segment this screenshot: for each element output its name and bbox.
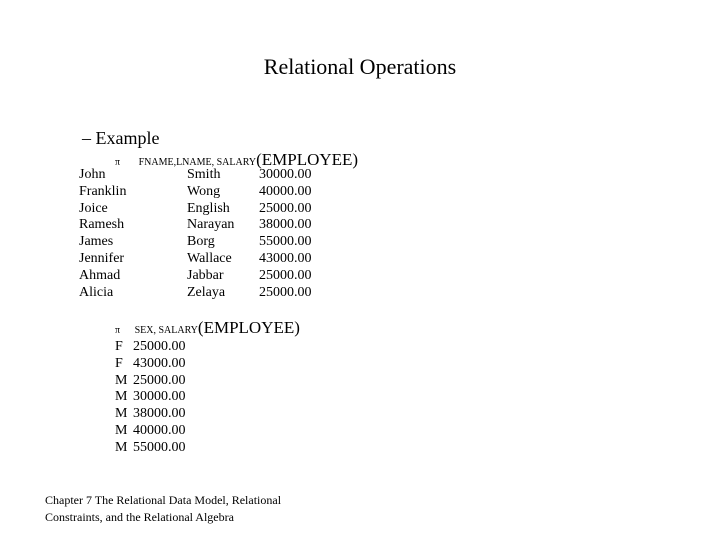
table-cell: M: [115, 406, 128, 422]
projection-expression-2: [115, 318, 300, 338]
table-cell: Jabbar: [187, 267, 224, 283]
table-cell: Wallace: [187, 251, 232, 266]
table-cell: Wong: [187, 183, 221, 199]
relation-name: (EMPLOYEE): [197, 318, 300, 337]
relation-name: (EMPLOYEE): [256, 150, 359, 169]
table-cell: Ahmad: [79, 267, 121, 283]
table-cell: Borg: [187, 234, 215, 250]
table-cell: 25000.00: [259, 200, 312, 216]
table-cell: 25000.00: [259, 284, 312, 300]
slide-footer: Chapter 7 The Relational Data Model, Relational Constraints, and the Relational Algebra: [45, 493, 282, 524]
pi-symbol: π: [115, 325, 121, 336]
table-cell: John: [79, 167, 106, 182]
table-cell: 25000.00: [133, 339, 186, 354]
table-cell: 40000.00: [133, 423, 186, 438]
table-cell: Franklin: [79, 183, 127, 199]
table-cell: Smith: [187, 167, 221, 182]
table-cell: 43000.00: [133, 355, 186, 371]
table-cell: Jennifer: [79, 251, 125, 266]
projection-expression-1: [115, 150, 358, 170]
table-cell: M: [115, 389, 128, 405]
table-cell: 43000.00: [259, 251, 312, 266]
table-cell: 25000.00: [133, 372, 186, 388]
table-cell: James: [79, 234, 114, 250]
table-cell: M: [115, 372, 128, 388]
table-cell: 25000.00: [259, 267, 312, 283]
table-cell: 30000.00: [133, 389, 186, 405]
table-cell: English: [187, 200, 230, 216]
table-cell: Alicia: [79, 284, 114, 300]
table-cell: F: [115, 355, 123, 371]
table-cell: M: [115, 423, 128, 438]
table-cell: 38000.00: [259, 217, 312, 233]
table-cell: Zelaya: [187, 284, 226, 300]
table-cell: M: [115, 439, 128, 455]
table-cell: Narayan: [187, 217, 235, 233]
pi-symbol: π: [115, 157, 121, 168]
slide-title: Relational Operations: [263, 54, 457, 79]
projection-attributes: FNAME,LNAME, SALARY: [138, 157, 257, 168]
example-bullet: – Example: [82, 128, 160, 148]
table-cell: 38000.00: [133, 406, 186, 422]
table-cell: 40000.00: [259, 183, 312, 199]
projection-attributes: SEX, SALARY: [134, 325, 198, 336]
table-cell: 55000.00: [133, 439, 186, 455]
table-cell: Ramesh: [79, 217, 125, 233]
table-cell: 55000.00: [259, 234, 312, 250]
table-cell: F: [115, 339, 123, 354]
table-cell: 30000.00: [259, 167, 312, 182]
table-cell: Joice: [79, 200, 108, 216]
